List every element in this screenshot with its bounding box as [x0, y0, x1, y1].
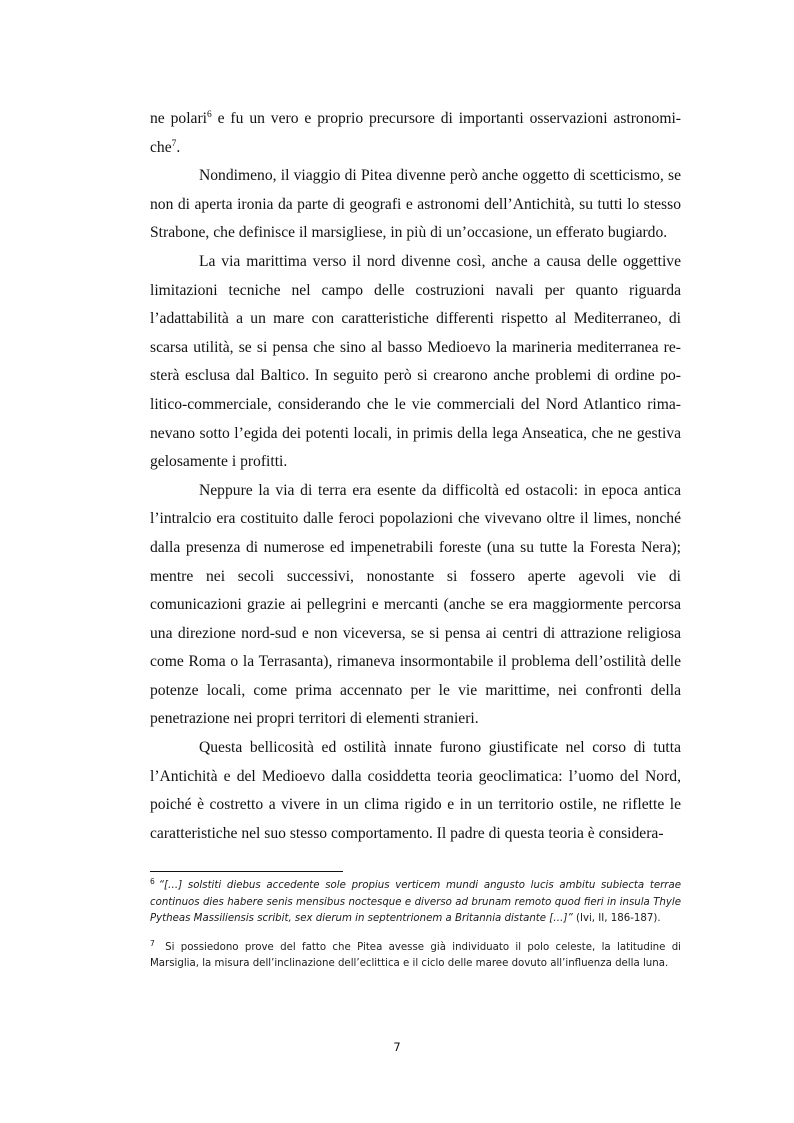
page-body [150, 105, 681, 848]
footnote-7-number: 7 [150, 938, 155, 948]
paragraph-3: La via marittima verso il nord divenne così, anche a causa delle oggettive limitazioni tecniche nel campo delle costruzioni navali per quanto riguarda l’adattabilità a un mare con caratteristiche differenti rispetto al Mediterraneo, di scarsa utilità, se si pensa che sino al basso Medioevo la marineria mediterranea resterà esclusa dal Baltico. In seguito però si crearono anche problemi di ordine politico-commerciale, considerando che le vie commerciali del Nord Atlantico rimanevano sotto l’egida dei potenti locali, in primis della lega Anseatica, che ne gestiva gelosamente i profitti. [150, 252, 681, 471]
page-number: 7 [393, 1040, 401, 1054]
footnote-7 [150, 940, 681, 973]
footnote-separator [150, 871, 343, 872]
footnote-ref-6[interactable]: 6 [206, 110, 212, 120]
paragraph-4: Neppure la via di terra era esente da difficoltà ed ostacoli: in epoca antica l’intralcio era costituito dalle feroci popolazioni che vivevano oltre il limes, nonché dalla presenza di numerose ed impenetrabili foreste (una su tutte la Foresta Nera); mentre nei secoli successivi, nonostante si fossero aperte agevoli vie di comunicazioni grazie ai pellegrini e mercanti (anche se era maggiormente percorsa una direzione nord-sud e non viceversa, se si pensa ai centri di attrazione religiosa come Roma o la Terrasanta), rimaneva insormontabile il problema dell’ostilità delle potenze locali, come prima accennato per le vie marittime, nei confronti della penetrazione nei propri territori di elementi stranieri. [150, 481, 681, 728]
paragraph-1-text-a: ne polari [150, 110, 207, 127]
footnotes [150, 878, 681, 985]
paragraph-2: Nondimeno, il viaggio di Pitea divenne però anche oggetto di scetticismo, se non di aperta ironia da parte di geografi e astronomi dell’Antichità, su tutti lo stesso Strabone, che definisce il marsigliese, in più di un’occasione, un efferato bugiardo. [150, 167, 681, 242]
paragraph-1 [150, 105, 681, 162]
paragraph-1-text-c: . [176, 138, 181, 156]
footnote-6-citation: (Ivi, II, 186-187). [572, 913, 661, 925]
footnote-6-number: 6 [150, 877, 155, 886]
footnote-6-quote: “[…] solstiti diebus accedente sole propius verticem mundi angusto lucis ambitu subiecta terrae continuos dies habere senis mensibus noctesque e diverso ad brunam remoto quod fieri in insula Thyle Pytheas Massiliensis scribit, sex dierum in septentrionem a Britannia distante […]” [150, 880, 681, 925]
footnote-6 [150, 878, 681, 928]
paragraph-5: Questa bellicosità ed ostilità innate furono giustificate nel corso di tutta l’Antichità e del Medioevo dalla cosiddetta teoria geoclimatica: l’uomo del Nord, poiché è costretto a vivere in un clima rigido e in un territorio ostile, ne riflette le caratteristiche nel suo stesso comportamento. Il padre di questa teoria è considera- [150, 739, 681, 842]
paragraph-1-text-b: e fu un vero e proprio precursore di importanti osservazioni astronomiche [150, 110, 681, 156]
main-text [150, 105, 681, 848]
footnote-ref-7[interactable]: 7 [171, 138, 177, 149]
footnote-7-text: Si possiedono prove del fatto che Pitea avesse già individuato il polo celeste, la latitudine di Marsiglia, la misura dell’inclinazione dell’eclittica e il ciclo delle maree dovuto all’influenza della luna. [150, 941, 681, 970]
